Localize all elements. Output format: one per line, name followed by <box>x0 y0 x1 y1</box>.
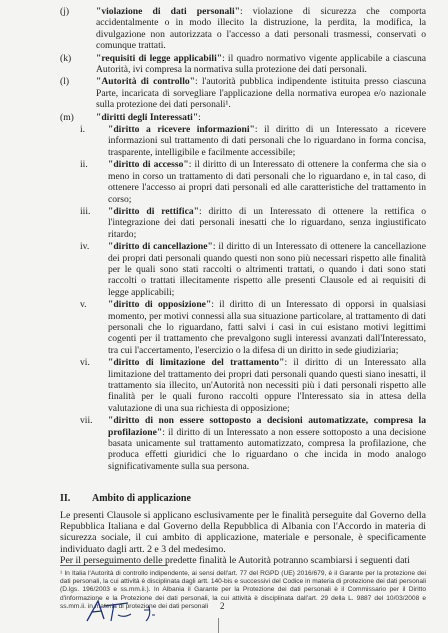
right-marker: v. <box>80 299 87 311</box>
definition-text: : l'autorità pubblica indipendente istituita presso ciascuna Parte, incaricata di sorvegliare l'applicazione della normativa europea e/o nazionale sulla protezione dei dati personali¹. <box>96 76 426 111</box>
definition-item <box>0 53 448 76</box>
definition-marker: (k) <box>60 52 72 64</box>
section-number: II. <box>60 493 71 504</box>
right-text: : diritto di un Interessato di ottenere la rettifica o l'integrazione dei dati personali inesatti che lo riguardano, senza ingiustificato ritardo; <box>108 205 427 240</box>
definitions-list <box>0 6 448 473</box>
right-item <box>0 206 448 240</box>
definition-term: "Autorità di controllo" <box>96 76 195 88</box>
right-text: : il diritto di un Interessato di opporsi in qualsiasi momento, per motivi connessi alla sua situazione particolare, al trattamento di dati personali che lo riguardano, fatti salvi i casi in cui esistano motivi legittimi cogenti per il trattamento che prevalgono sugli interessi avanzati dall'Interessato, tra cui l'accertamento, l'esercizio o la difesa di un diritto in sede giudiziaria; <box>108 299 426 356</box>
right-item <box>0 357 448 414</box>
right-term: "diritto a ricevere informazioni" <box>108 124 255 136</box>
right-text: : il diritto di un Interessato a ricevere informazioni sul trattamento di dati personali che lo riguardano in forma concisa, trasparente, intelligibile e facilmente accessibile; <box>108 124 426 158</box>
definition-item <box>0 76 448 110</box>
right-item <box>0 124 448 158</box>
right-marker: i. <box>80 124 86 136</box>
right-marker: iv. <box>80 241 90 253</box>
right-term: "diritto di accesso" <box>108 159 189 171</box>
right-text: : il diritto di un Interessato alla limitazione del trattamento dei propri dati personali quando questi siano inesatti, il trattamento sia illecito, un'Autorità non necessiti più i dati personali rispetto alle finalità per le quali furono raccolti oppure l'Interessato sia in attesa della valutazione di una sua richiesta di opposizione; <box>108 357 426 414</box>
definition-marker: (l) <box>60 76 70 88</box>
section-heading <box>60 493 191 504</box>
margin-mark <box>218 618 219 633</box>
definition-marker: (m) <box>60 111 74 123</box>
right-text: : il diritto di un Interessato a non essere sottoposto a una decisione basata unicamente sul trattamento automatizzato, compresa la profilazione, che produca effetti giuridici che lo riguardano o che incida in modo analogo significativamente sulla sua persona. <box>108 426 426 472</box>
definition-text: : <box>198 111 201 123</box>
right-item <box>0 415 448 472</box>
footnote-divider <box>60 565 168 566</box>
right-term: "diritto di rettifica" <box>108 205 199 217</box>
right-term: "diritto di non essere sottoposto a decisioni automatizzate, compresa la profilazione" <box>108 415 426 438</box>
right-term: "diritto di opposizione" <box>108 299 212 311</box>
right-marker: iii. <box>80 205 91 217</box>
page-number: 2 <box>220 601 225 611</box>
right-marker: ii. <box>80 159 88 171</box>
section-title: Ambito di applicazione <box>92 493 191 504</box>
definition-item <box>0 112 448 123</box>
definition-term: "violazione di dati personali" <box>96 6 240 17</box>
right-marker: vii. <box>80 415 93 427</box>
right-item <box>0 241 448 298</box>
right-term: "diritto di cancellazione" <box>108 241 213 253</box>
right-item <box>0 159 448 205</box>
rights-list <box>0 124 448 472</box>
right-marker: vi. <box>80 357 90 369</box>
definition-text: : il quadro normativo vigente applicabile a ciascuna Autorità, ivi compresa la normativa sulla protezione dei dati personali. <box>96 52 427 76</box>
definition-marker: (j) <box>60 6 70 17</box>
definition-term: "requisiti di legge applicabili" <box>96 52 223 64</box>
definition-item <box>0 6 448 52</box>
footnote: ¹ In Italia l'Autorità di controllo indipendente, ai sensi dell'art. 77 del RGPD (UE) 2016/679, è il Garante per la protezione dei dati personali, la cui attività è disciplinata dagli artt. 140-bis e successivi del Codice in materia di protezione dei dati personali (D.lgs. 196/2003 e ss.mm.ii.). In Albania il Garante per la Protezione dei dati personali è il Commissario per il Diritto d'informazione e la Protezione dei dati personali, la cui attività è disciplinata dall'art. 29 della L. 9887 del 10/03/2008 e ss.mm.ii. in materia di protezione dei dati personali <box>60 570 426 610</box>
right-text: : il diritto di un Interessato di ottenere la cancellazione dei propri dati personali quando questi non sono più necessari rispetto alle finalità per le quali sono stati raccolti o altrimenti trattati, o quando i dati sono stati raccolti o trattati illecitamente rispetto alle presenti Clausole ed ai requisiti di legge applicabili; <box>108 241 426 298</box>
signature-initials-icon <box>84 597 174 625</box>
section-paragraph: Le presenti Clausole si applicano esclusivamente per le finalità perseguite dal Governo della Repubblica Italiana e dal Governo della Repubblica di Albania con l'Accordo in materia di sicurezza sociale, il cui ambito di applicazione, materiale e personale, è specificamente individuato dagli artt. 2 e 3 del medesimo. Per il perseguimento delle predette finalità le Autorità potranno scambiarsi i seguenti dati <box>60 510 426 566</box>
right-term: "diritto di limitazione del trattamento" <box>108 357 285 369</box>
definition-text: : violazione di sicurezza che comporta accidentalmente o in modo illecito la distruzione, la perdita, la modifica, la divulgazione non autorizzata o l'accesso a dati personali trasmessi, conservati o comunque trattati. <box>96 6 426 52</box>
right-text: : il diritto di un Interessato di ottenere la conferma che sia o meno in corso un trattamento di dati personali che lo riguardano e, in tal caso, di ottenere l'accesso ai propri dati personali ed alle caratteristiche del trattamento in corso; <box>108 159 427 205</box>
right-item <box>0 299 448 356</box>
definition-term: "diritti degli Interessati" <box>96 111 199 123</box>
